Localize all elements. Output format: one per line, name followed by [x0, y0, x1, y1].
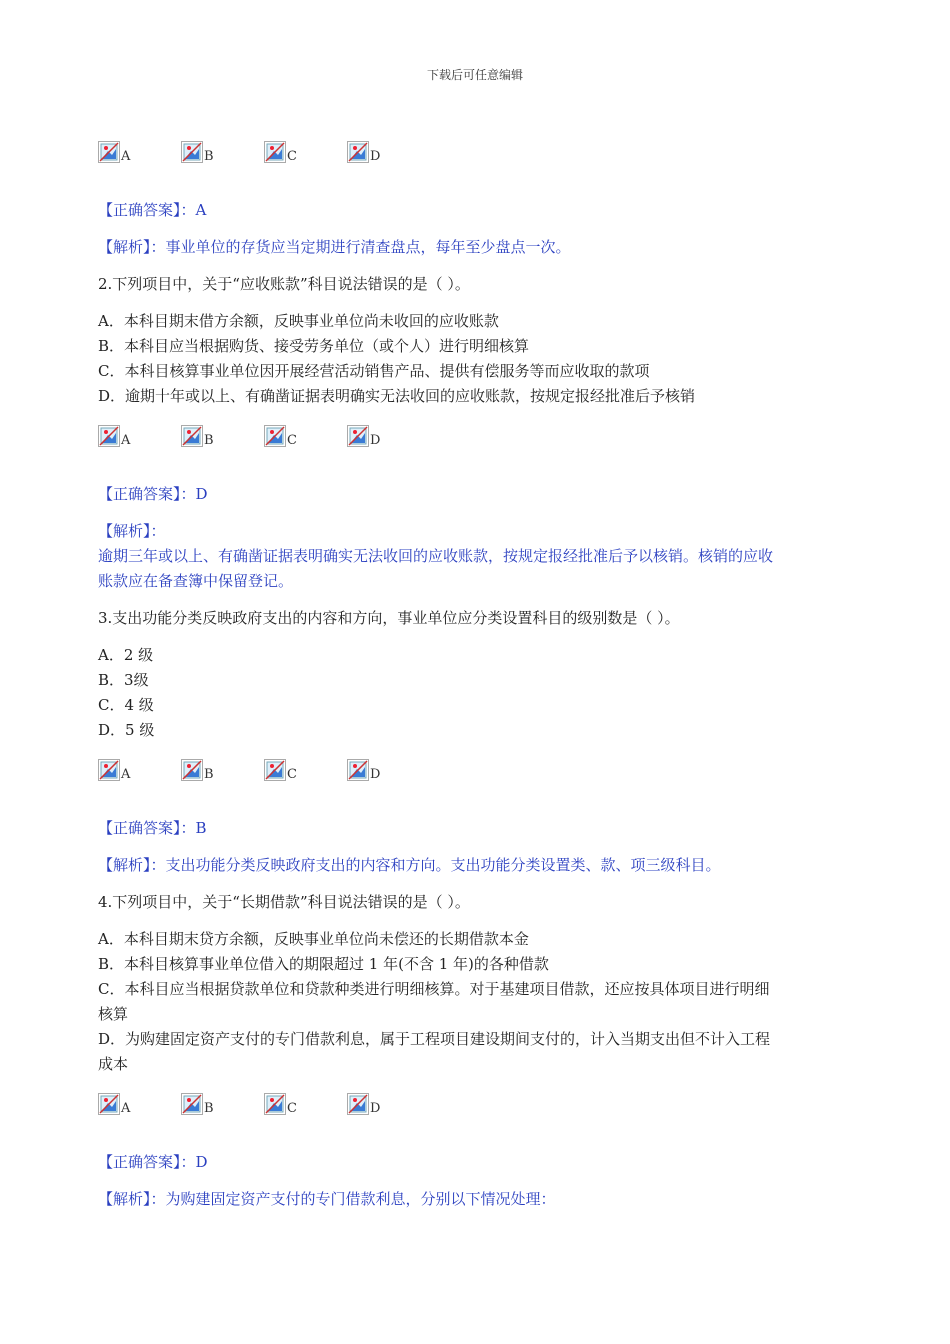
q3-option-d: D．5 级 [98, 721, 155, 739]
option-letter: C [287, 433, 297, 448]
option-d[interactable] [347, 419, 430, 447]
option-d[interactable] [347, 753, 430, 781]
option-letter: D [370, 433, 381, 448]
q2-explain-line1: 逾期三年或以上、有确凿证据表明确实无法收回的应收账款，按规定报经批准后予以核销。核销的应收 [98, 547, 774, 565]
answer-options-row [98, 135, 430, 165]
explain-label: 【解析】： [98, 856, 166, 874]
q2-explain-line2: 账款应在备查簿中保留登记。 [98, 572, 294, 590]
explain-text: 支出功能分类反映政府支出的内容和方向。支出功能分类设置类、款、项三级科目。 [165, 856, 721, 874]
explain-label: 【解析】： [98, 238, 166, 256]
option-c[interactable] [264, 135, 347, 163]
option-b[interactable] [181, 419, 264, 447]
q2-option-d: D．逾期十年或以上、有确凿证据表明确实无法收回的应收账款，按规定报经批准后予核销 [98, 387, 696, 405]
answer-value: A [195, 201, 207, 219]
option-letter: B [204, 767, 214, 782]
option-a[interactable] [98, 135, 181, 163]
broken-image-icon [98, 425, 120, 447]
q2-option-b: B．本科目应当根据购货、接受劳务单位（或个人）进行明细核算 [98, 337, 530, 355]
answer-label: 【正确答案】： [98, 1153, 196, 1171]
answer-label: 【正确答案】： [98, 819, 196, 837]
broken-image-icon [347, 759, 369, 781]
q3-question: 3.支出功能分类反映政府支出的内容和方向，事业单位应分类设置科目的级别数是（ ）。 [98, 609, 680, 627]
option-letter: B [204, 1101, 214, 1116]
explain-text: 为购建固定资产支付的专门借款利息，分别以下情况处理： [165, 1190, 556, 1208]
broken-image-icon [264, 1093, 286, 1115]
option-c[interactable] [264, 753, 347, 781]
option-letter: C [287, 149, 297, 164]
option-c[interactable] [264, 419, 347, 447]
option-b[interactable] [181, 135, 264, 163]
option-letter: A [121, 1101, 131, 1116]
option-letter: A [121, 149, 131, 164]
option-letter: B [204, 433, 214, 448]
answer-value: B [195, 819, 207, 837]
q4-option-d-cont: 成本 [98, 1055, 129, 1073]
q2-option-c: C．本科目核算事业单位因开展经营活动销售产品、提供有偿服务等而应收取的款项 [98, 362, 650, 380]
explain-label: 【解析】： [98, 1190, 166, 1208]
option-b[interactable] [181, 1087, 264, 1115]
option-letter: C [287, 1101, 297, 1116]
q2-explain-label: 【解析】： [98, 522, 166, 540]
option-letter: B [204, 149, 214, 164]
q4-option-b: B．本科目核算事业单位借入的期限超过 1 年(不含 1 年)的各种借款 [98, 955, 549, 973]
broken-image-icon [181, 425, 203, 447]
page-header: 下载后可任意编辑 [426, 68, 523, 82]
q4-answer [98, 1150, 208, 1175]
broken-image-icon [98, 141, 120, 163]
option-a[interactable] [98, 1087, 181, 1115]
q1-explanation [98, 235, 571, 260]
option-letter: C [287, 767, 297, 782]
q2-option-a: A．本科目期末借方余额，反映事业单位尚未收回的应收账款 [98, 312, 499, 330]
q4-option-c-cont: 核算 [98, 1005, 129, 1023]
q3-answer [98, 816, 207, 841]
broken-image-icon [347, 425, 369, 447]
broken-image-icon [98, 1093, 120, 1115]
q3-option-c: C．4 级 [98, 696, 154, 714]
answer-value: D [195, 1153, 208, 1171]
broken-image-icon [181, 1093, 203, 1115]
broken-image-icon [264, 425, 286, 447]
q4-question: 4.下列项目中，关于“长期借款”科目说法错误的是（ ）。 [98, 893, 470, 911]
q4-explanation [98, 1187, 556, 1212]
broken-image-icon [347, 1093, 369, 1115]
option-d[interactable] [347, 135, 430, 163]
option-a[interactable] [98, 419, 181, 447]
answer-label: 【正确答案】： [98, 201, 196, 219]
option-letter: A [121, 767, 131, 782]
broken-image-icon [347, 141, 369, 163]
option-letter: D [370, 767, 381, 782]
explain-text: 事业单位的存货应当定期进行清查盘点，每年至少盘点一次。 [165, 238, 571, 256]
answer-label: 【正确答案】： [98, 485, 196, 503]
q4-option-c: C．本科目应当根据贷款单位和贷款种类进行明细核算。对于基建项目借款，还应按具体项目进行明细 [98, 980, 770, 998]
option-b[interactable] [181, 753, 264, 781]
q3-explanation [98, 853, 721, 878]
q3-option-a: A．2 级 [98, 646, 154, 664]
broken-image-icon [181, 759, 203, 781]
q1-answer [98, 198, 206, 223]
q3-option-b: B．3级 [98, 671, 149, 689]
answer-value: D [195, 485, 208, 503]
q4-option-d: D．为购建固定资产支付的专门借款利息，属于工程项目建设期间支付的，计入当期支出但不计入工程 [98, 1030, 771, 1048]
answer-options-row [98, 1087, 430, 1117]
option-c[interactable] [264, 1087, 347, 1115]
broken-image-icon [264, 759, 286, 781]
answer-options-row [98, 419, 430, 449]
broken-image-icon [264, 141, 286, 163]
broken-image-icon [181, 141, 203, 163]
q2-answer [98, 482, 208, 507]
q2-question: 2.下列项目中，关于“应收账款”科目说法错误的是（ ）。 [98, 275, 470, 293]
option-letter: D [370, 1101, 381, 1116]
option-letter: A [121, 433, 131, 448]
answer-options-row [98, 753, 430, 783]
option-a[interactable] [98, 753, 181, 781]
option-letter: D [370, 149, 381, 164]
option-d[interactable] [347, 1087, 430, 1115]
broken-image-icon [98, 759, 120, 781]
q4-option-a: A．本科目期末贷方余额，反映事业单位尚未偿还的长期借款本金 [98, 930, 529, 948]
